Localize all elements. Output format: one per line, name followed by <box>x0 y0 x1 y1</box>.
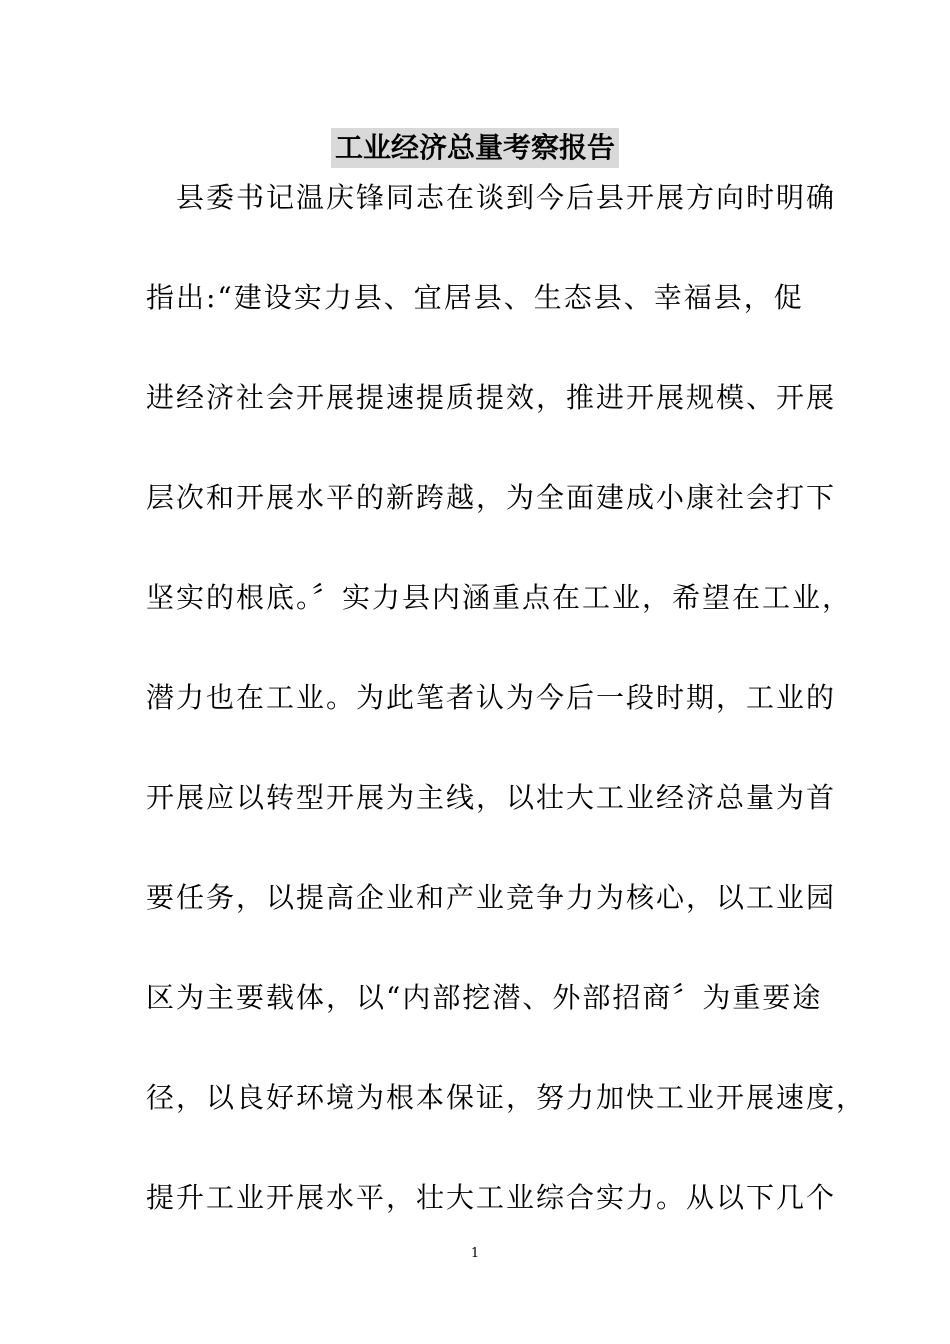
body-line: 进经济社会开展提速提质提效，推进开展规模、开展 <box>146 381 837 414</box>
body-line: 潜力也在工业。为此笔者认为今后一段时期，工业的 <box>146 681 837 714</box>
body-line: 区为主要载体，以“内部挖潜、外部招商〞为重要途 <box>146 981 823 1014</box>
title-container <box>0 128 950 168</box>
body-line: 提升工业开展水平，壮大工业综合实力。从以下几个 <box>146 1181 837 1214</box>
body-line: 层次和开展水平的新跨越，为全面建成小康社会打下 <box>146 481 837 514</box>
page-number: 1 <box>470 1246 480 1261</box>
document-title: 工业经济总量考察报告 <box>331 128 619 168</box>
body-line: 径，以良好环境为根本保证，努力加快工业开展速度， <box>146 1081 867 1114</box>
body-line: 要任务，以提高企业和产业竞争力为核心，以工业园 <box>146 881 837 914</box>
body-line: 县委书记温庆锋同志在谈到今后县开展方向时明确 <box>146 181 837 214</box>
body-line: 坚实的根底。〞实力县内涵重点在工业，希望在工业， <box>146 581 853 614</box>
body-line: 指出:“建设实力县、宜居县、生态县、幸福县，促 <box>146 281 804 314</box>
body-line: 开展应以转型开展为主线，以壮大工业经济总量为首 <box>146 781 837 814</box>
